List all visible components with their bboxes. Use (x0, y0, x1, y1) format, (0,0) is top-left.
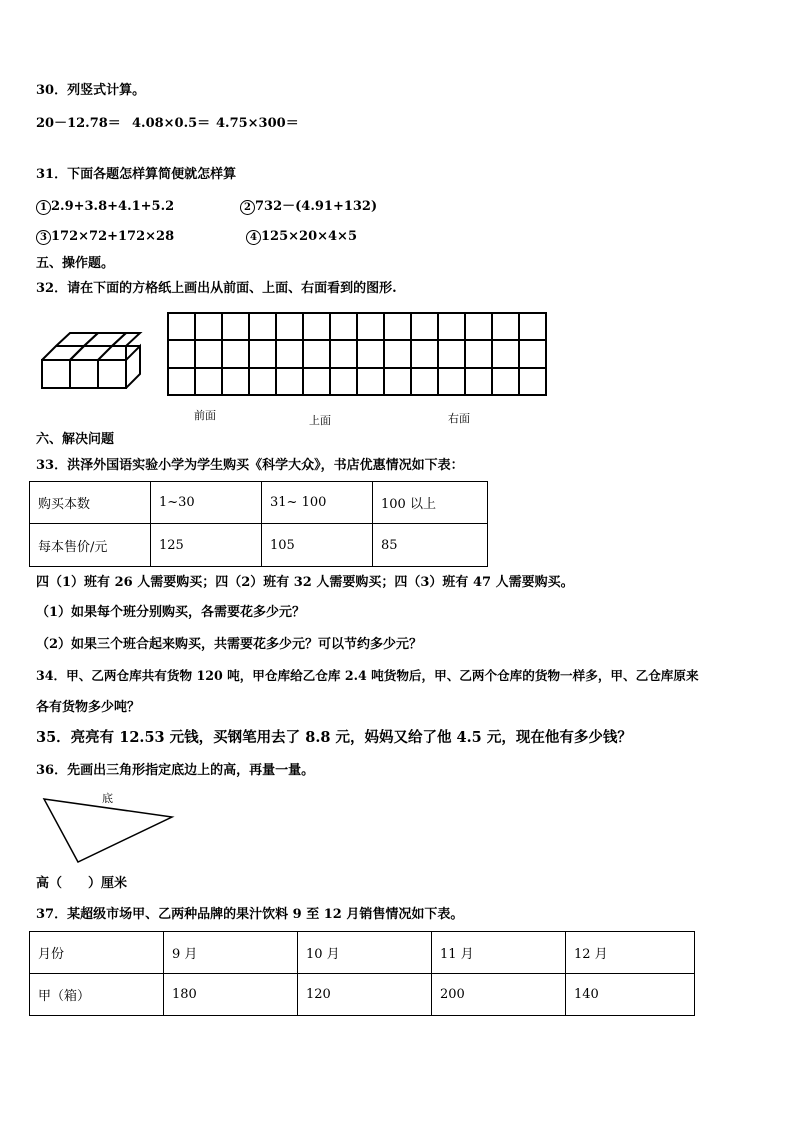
table-cell: 180 (164, 974, 298, 1016)
table-row (30, 974, 695, 1016)
label-front: 前面 (194, 409, 216, 422)
q31-expr-1: 2.9+3.8+4.1+5.2 (51, 199, 175, 214)
q35-text: 35．亮亮有 12.53 元钱，买钢笔用去了 8.8 元，妈妈又给了他 4.5 元，现在他有多少钱？ (36, 729, 632, 746)
q33-title: 33．洪泽外国语实验小学为学生购买《科学大众》，书店优惠情况如下表： (36, 458, 464, 473)
table-cell: 100 以上 (373, 482, 488, 524)
table-cell: 105 (262, 524, 373, 567)
table-row (30, 932, 695, 974)
circled-number: 1 (36, 200, 51, 215)
table-cell: 9 月 (164, 932, 298, 974)
section-6-heading: 六、解决问题 (36, 432, 115, 447)
label-right: 右面 (448, 412, 470, 425)
table-cell: 200 (432, 974, 566, 1016)
section-5-heading: 五、操作题。 (36, 256, 115, 271)
table-cell: 甲（箱） (30, 974, 164, 1016)
table-cell: 月份 (30, 932, 164, 974)
table-cell: 每本售价/元 (30, 524, 151, 567)
circled-number: 3 (36, 230, 51, 245)
q31-expr-3: 172×72+172×28 (51, 229, 175, 244)
table-cell: 11 月 (432, 932, 566, 974)
circled-number: 2 (240, 200, 255, 215)
q33-sub-2: （2）如果三个班合起来购买，共需要花多少元？可以节约多少元？ (36, 637, 423, 652)
q36-answer: 高（ ）厘米 (36, 876, 128, 891)
cube-figure (38, 330, 148, 392)
q30-expr-3: 4.75×300＝ (216, 116, 299, 131)
q32-title: 32．请在下面的方格纸上画出从前面、上面、右面看到的图形. (36, 281, 397, 296)
label-top: 上面 (309, 414, 331, 427)
table-row (30, 524, 488, 567)
q34-line-2: 各有货物多少吨？ (36, 700, 141, 715)
q34-line-1: 34．甲、乙两仓库共有货物 120 吨，甲仓库给乙仓库 2.4 吨货物后，甲、乙两个仓库的货物一样多，甲、乙仓库原来 (36, 668, 699, 683)
table-cell: 125 (151, 524, 262, 567)
price-table (29, 481, 488, 567)
table-cell: 1~30 (151, 482, 262, 524)
grid-paper[interactable] (166, 311, 550, 399)
table-cell: 12 月 (566, 932, 695, 974)
q31-item-4 (246, 229, 357, 245)
q36-title: 36．先画出三角形指定底边上的高，再量一量。 (36, 763, 315, 778)
q33-sub-1: （1）如果每个班分别购买，各需要花多少元？ (36, 605, 306, 620)
label-base: 底 (102, 792, 113, 805)
q31-item-3 (36, 229, 174, 245)
table-cell: 140 (566, 974, 695, 1016)
q31-item-2 (240, 199, 377, 215)
table-cell: 120 (298, 974, 432, 1016)
q37-title: 37．某超级市场甲、乙两种品牌的果汁饮料 9 至 12 月销售情况如下表。 (36, 907, 464, 922)
table-cell: 购买本数 (30, 482, 151, 524)
q30-expr-1: 20－12.78＝ (36, 116, 121, 131)
q33-info: 四（1）班有 26 人需要购买；四（2）班有 32 人需要购买；四（3）班有 47 人需要购买。 (36, 575, 574, 590)
q31-title: 31．下面各题怎样算简便就怎样算 (36, 167, 237, 182)
table-row (30, 482, 488, 524)
table-cell: 31~ 100 (262, 482, 373, 524)
q30-title: 30．列竖式计算。 (36, 83, 146, 98)
circled-number: 4 (246, 230, 261, 245)
table-cell: 10 月 (298, 932, 432, 974)
sales-table (29, 931, 695, 1016)
q31-item-1 (36, 199, 174, 215)
table-cell: 85 (373, 524, 488, 567)
q30-expr-2: 4.08×0.5＝ (132, 116, 211, 131)
q31-expr-4: 125×20×4×5 (261, 229, 357, 244)
q31-expr-2: 732－(4.91+132) (255, 199, 378, 214)
